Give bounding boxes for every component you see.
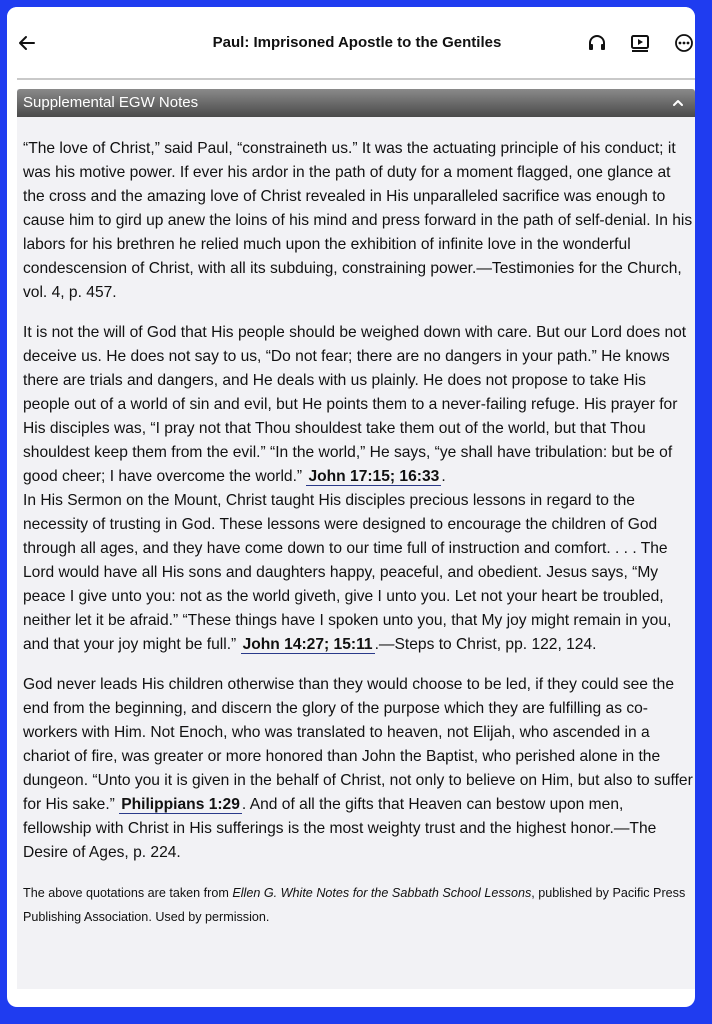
arrow-left-icon [18, 34, 36, 52]
play-video-icon [630, 33, 650, 53]
paragraph-4-end: . And of all the gifts that Heaven can bestow upon men, fellowship with Christ in His sufferings is the most weighty trust and the highest honor.—The Desire of Ages, p. 224. [23, 796, 657, 861]
paragraph-1: “The love of Christ,” said Paul, “constraineth us.” It was the actuating principle of his conduct; it was his motive power. If ever his ardor in the path of duty for a moment flagged, one glance at the cross and the amazing love of Christ revealed in His unparalleled sacrifice was enough to cause him to gird up anew the loins of his mind and press forward in the path of self-denial. In his labors for his brethren he relied much upon the exhibition of infinite love in the wonderful condescension of Christ, with all its subduing, constraining power.—Testimonies for the Church, vol. 4, p. 457. [23, 140, 693, 301]
footnote-text-end: , published by Pacific Press Publishing Association. Used by permission. [23, 886, 686, 924]
section-title: Supplemental EGW Notes [23, 94, 199, 111]
attribution-footnote [23, 881, 693, 929]
scripture-link-john-17-15[interactable]: John 17:15; 16:33 [308, 468, 440, 485]
header-divider [17, 78, 695, 80]
paragraph-4-text: God never leads His children otherwise than they would choose to be led, if they could see the end from the beginning, and discern the glory of the purpose which they are fulfilling as co-workers with Him. Not Enoch, who was translated to heaven, not Elijah, who ascended in a chariot of fire, was greater or more honored than John the Baptist, who perished alone in the dungeon. “Unto you it is given in the behalf of Christ, not only to believe on Him, but also to suffer for His sake.” [23, 676, 693, 813]
top-bar [7, 7, 695, 77]
chevron-up-icon[interactable] [671, 96, 685, 110]
paragraph-3 [23, 489, 693, 657]
audio-button[interactable] [585, 31, 609, 55]
more-options-icon [674, 33, 694, 53]
notes-body [23, 137, 693, 929]
scripture-link-john-14-27[interactable]: John 14:27; 15:11 [242, 636, 373, 653]
more-options-button[interactable] [672, 31, 695, 55]
paragraph-2-end: . [441, 468, 446, 485]
notes-panel [17, 89, 695, 989]
paragraph-2-text: It is not the will of God that His people should be weighed down with care. But our Lord does not deceive us. He does not say to us, “Do not fear; there are no dangers in your path.” He knows there are trials and dangers, and He deals with us plainly. He does not propose to take His people out of a world of sin and evil, but He points them to a never-failing refuge. His prayer for His disciples was, “I pray not that Thou shouldest take them out of the world, but that Thou shouldest keep them from the evil.” “In the world,” He says, “ye shall have tribulation: but be of good cheer; I have overcome the world.” [23, 324, 687, 485]
section-header-supplemental-egw-notes[interactable] [17, 89, 695, 117]
paragraph-2 [23, 321, 693, 489]
footnote-text-start: The above quotations are taken from [23, 886, 233, 900]
paragraph-3-end: .—Steps to Christ, pp. 122, 124. [374, 636, 597, 653]
page-title: Paul: Imprisoned Apostle to the Gentiles [212, 34, 502, 51]
app-window [7, 7, 695, 1007]
scripture-link-philippians-1-29[interactable]: Philippians 1:29 [121, 796, 240, 813]
footnote-book-title: Ellen G. White Notes for the Sabbath School Lessons [232, 886, 532, 900]
paragraph-4 [23, 673, 693, 865]
back-button[interactable] [15, 31, 39, 55]
headphones-icon [587, 33, 607, 53]
paragraph-3-text: In His Sermon on the Mount, Christ taught His disciples precious lessons in regard to the necessity of trusting in God. These lessons were designed to encourage the children of God through all ages, and they have come down to our time full of instruction and comfort. . . . The Lord would have all His sons and daughters happy, peaceful, and obedient. Jesus says, “My peace I give unto you: not as the world giveth, give I unto you. Let not your heart be troubled, neither let it be afraid.” “These things have I spoken unto you, that My joy might remain in you, and that your joy might be full.” [23, 492, 672, 653]
video-button[interactable] [628, 31, 652, 55]
